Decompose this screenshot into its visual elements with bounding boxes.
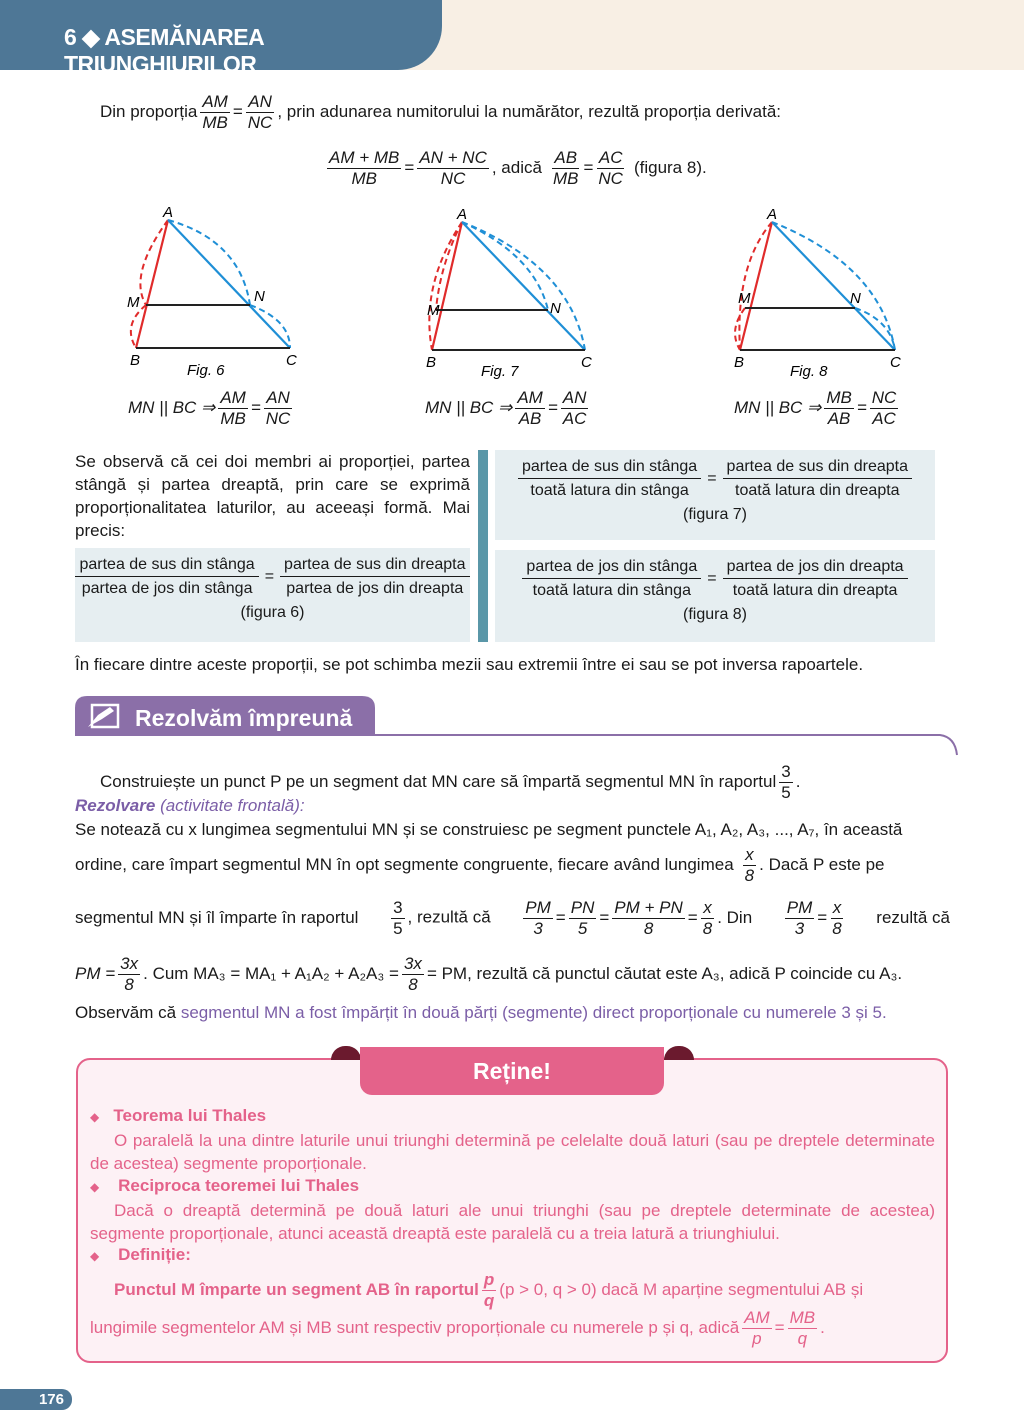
definition-line-2: lungimile segmentelor AM și MB sunt respectiv proporționale cu numerele p și q, adică $\frac{AM}{p}$ = $\frac{MB}{q}$ .: [90, 1308, 825, 1348]
divider-bar: [478, 450, 488, 642]
text: ordine, care împart segmentul MN în opt segmente congruente, fiecare având lungimea: [75, 855, 734, 875]
num: MB: [826, 388, 852, 407]
fraction: [742, 1308, 772, 1348]
solution-line-5: [75, 1003, 887, 1023]
retine-item-1: ◆ Teorema lui Thales O paralelă la una dintre laturile unui triunghi determină pe celelalte două laturi (sau pe dreptele determinate de acestea) segmente proporționale.: [90, 1106, 935, 1173]
proportion-box-fig7: [495, 450, 935, 540]
fraction: [515, 388, 545, 428]
fraction: [779, 762, 792, 802]
den: AB: [827, 408, 851, 428]
item-title: Teorema lui Thales: [113, 1106, 267, 1125]
den: AB: [518, 408, 542, 428]
page-number: 176: [0, 1389, 72, 1410]
num: PN: [570, 898, 595, 917]
num: AM + MB: [329, 148, 400, 167]
den: MB: [351, 168, 377, 188]
box-caption: (figura 6): [240, 604, 305, 621]
num: AM: [517, 388, 543, 407]
fraction: [824, 388, 854, 428]
den: partea de jos din dreapta: [286, 580, 464, 597]
den: toată latura din dreapta: [735, 482, 900, 499]
solution-line-1: Se notează cu x lungimea segmentului MN și se construiesc pe segment punctele A₁, A₂, A₃, ..., A₇, în această: [75, 820, 903, 839]
label-B: B: [426, 354, 437, 371]
num: partea de jos din stânga: [522, 558, 701, 579]
solution-line-3: [75, 898, 950, 938]
den: MB: [202, 112, 228, 132]
label-M: M: [127, 294, 140, 311]
item-text: O paralelă la una dintre laturile unui triunghi determină pe celelalte două laturi (sau pe dreptele determinate de acestea) segmente proporționale.: [90, 1131, 935, 1173]
den: MB: [552, 168, 579, 188]
num: AC: [598, 148, 623, 167]
fig7-formula: MN || BC ⇒ $\frac{AM}{AB}$ = $\frac{AN}{AC}$: [425, 388, 587, 428]
num: partea de sus din dreapta: [723, 458, 912, 479]
problem-statement: Construiește un punct P pe un segment dat MN care să împartă segmentul MN în raportul $\frac{3}{5}$ .: [100, 762, 801, 802]
box-caption: (figura 7): [682, 506, 748, 523]
num: partea de jos din dreapta: [723, 558, 908, 579]
fraction: [561, 388, 589, 428]
figure-caption: Fig. 7: [481, 363, 519, 380]
ribbon-curl-right: [664, 1046, 694, 1060]
den: NC: [247, 112, 273, 132]
fraction: [551, 148, 581, 188]
equation: $\frac{PM}{3}$ = $\frac{x}{8}$: [786, 898, 842, 938]
num: PM + PN: [614, 898, 683, 917]
den: 5: [577, 918, 588, 938]
ribbon-curl-left: [331, 1046, 361, 1060]
label-M: M: [427, 302, 440, 319]
den: MB: [220, 408, 246, 428]
den: 8: [124, 974, 134, 994]
fraction: [785, 898, 815, 938]
retine-item-2: ◆ Reciproca teoremei lui Thales Dacă o dreaptă determină pe două laturi ale unui triunghi (sau pe dreptele determinate de acestea) segmente proporționale, atunci această dreaptă este paralelă cu a treia latură a triunghiului.: [90, 1176, 935, 1243]
solution-mode: (activitate frontală):: [160, 796, 305, 815]
fraction: [391, 898, 404, 938]
fraction: [280, 556, 469, 598]
num: PM: [786, 898, 813, 917]
den: NC: [598, 168, 623, 188]
fig8-formula: MN || BC ⇒ $\frac{MB}{AB}$ = $\frac{NC}{AC}$: [734, 388, 897, 428]
fraction: [701, 898, 714, 938]
text: = PM, rezultă că punctul căutat este A₃, adică P coincide cu A₃.: [426, 964, 903, 984]
label-M: M: [738, 290, 751, 307]
den: partea de jos din stânga: [81, 580, 253, 597]
proportion: partea de sus din stânga toată latura din stânga = partea de sus din dreapta toată latura din dreapta: [495, 458, 935, 500]
text: , prin adunarea numitorului la numărător, rezultă proporția derivată:: [277, 102, 781, 122]
den: 5: [393, 918, 403, 938]
retine-title: Reține!: [360, 1047, 664, 1095]
fraction: [612, 898, 685, 938]
label-A: A: [163, 204, 174, 221]
num: partea de sus din dreapta: [280, 556, 469, 577]
text: MN || BC ⇒: [734, 398, 822, 418]
label-N: N: [254, 288, 265, 305]
solution-label: Rezolvare: [75, 796, 156, 815]
label-N: N: [550, 300, 561, 317]
fraction: [402, 954, 424, 994]
num: AM: [202, 92, 228, 111]
definition-line-1: [114, 1270, 863, 1310]
text: . Din: [717, 908, 753, 928]
fraction: [743, 845, 756, 885]
den: toată latura din dreapta: [732, 582, 898, 599]
den: q: [797, 1328, 808, 1348]
num: x: [703, 898, 712, 917]
den: p: [752, 1328, 762, 1348]
text: . Dacă P este pe: [759, 855, 885, 875]
num: NC: [871, 388, 897, 407]
fraction: [596, 148, 625, 188]
text: , adică: [491, 158, 542, 178]
fraction: [870, 388, 899, 428]
den: AC: [562, 408, 587, 428]
num: x: [745, 845, 754, 864]
intro-line-2: $\frac{AM + MB}{MB}$ = $\frac{AN + NC}{NC}$ , adică $\frac{AB}{MB}$ = $\frac{AC}{NC}$ (figura 8).: [329, 148, 707, 188]
num: PM: [525, 898, 551, 917]
fraction: [518, 458, 701, 500]
den: 8: [744, 865, 755, 885]
num: 3: [393, 898, 403, 917]
solution-heading: [75, 796, 305, 816]
fraction: [327, 148, 401, 188]
num: MB: [789, 1308, 816, 1327]
text: PM =: [75, 964, 116, 984]
text: Punctul M împarte un segment AB în raportul: [114, 1280, 479, 1300]
proportion: partea de sus din stânga partea de jos din stânga = partea de sus din dreapta partea de jos din dreapta: [75, 556, 470, 598]
fraction: [200, 92, 230, 132]
label-B: B: [734, 354, 745, 371]
solution-line-4: [75, 954, 902, 994]
den: 8: [643, 918, 654, 938]
den: NC: [440, 168, 466, 188]
fraction: [417, 148, 489, 188]
num: x: [832, 898, 842, 917]
chapter-title: 6 ◆ ASEMĂNAREA TRIUNGHIURILOR: [0, 0, 442, 70]
fraction: [723, 458, 912, 500]
observation-paragraph: Se observă că cei doi membri ai proporției, partea stângă și partea dreaptă, prin care se exprimă proporționalitatea laturilor, au aceeași formă. Mai precis:: [75, 452, 470, 540]
den: toată latura din stânga: [530, 482, 689, 499]
proportion-box-fig8: [495, 550, 935, 642]
text: segmentul MN și îl împarte în raportul: [75, 908, 359, 928]
item-title: Definiție:: [118, 1245, 191, 1264]
label-B: B: [130, 352, 141, 369]
num: partea de sus din stânga: [518, 458, 701, 479]
num: AN: [266, 388, 290, 407]
fraction: [246, 92, 275, 132]
num: 3: [781, 762, 791, 781]
fraction: [830, 898, 843, 938]
den: 5: [781, 782, 791, 802]
den: 8: [702, 918, 713, 938]
label-C: C: [581, 354, 592, 371]
den: AC: [872, 408, 896, 428]
fraction: [264, 388, 293, 428]
den: 8: [832, 918, 842, 938]
equation: $\frac{PM}{3}$ = $\frac{PN}{5}$ = $\frac{PM + PN}{8}$ = $\frac{x}{8}$ . Din: [525, 898, 753, 938]
label-N: N: [850, 290, 861, 307]
num: AN: [248, 92, 272, 111]
text: (figura 8).: [633, 158, 707, 178]
item-title: Reciproca teoremei lui Thales: [118, 1176, 360, 1195]
box-caption: (figura 8): [682, 606, 748, 623]
num: AM: [744, 1308, 770, 1327]
text: . Cum MA₃ = MA₁ + A₁A₂ + A₂A₃ =: [143, 964, 399, 984]
label-C: C: [890, 354, 901, 371]
den: toată latura din stânga: [532, 582, 691, 599]
text: , rezultă că: [407, 907, 491, 927]
text: MN || BC ⇒: [425, 398, 513, 418]
highlighted-conclusion: segmentul MN a fost împărțit în două părți (segmente) direct proporționale cu numerele 3 și 5.: [180, 1003, 887, 1022]
label-A: A: [457, 206, 468, 223]
section-title: Rezolvăm împreună: [135, 705, 353, 731]
label-C: C: [286, 352, 297, 369]
fraction: [523, 898, 553, 938]
fraction: [569, 898, 597, 938]
fraction: [75, 556, 258, 598]
num: 3x: [403, 954, 422, 973]
fig6-formula: MN || BC ⇒ $\frac{AM}{MB}$ = $\frac{AN}{NC}$: [128, 388, 291, 428]
num: 3x: [120, 954, 139, 973]
figure-8: [734, 206, 901, 380]
intro-line-1: Din proporția $\frac{AM}{MB}$ = $\frac{AN}{NC}$ , prin adunarea numitorului la numărător, rezultă proporția derivată:: [100, 92, 781, 132]
solution-line-2: [75, 845, 885, 885]
text: MN || BC ⇒: [128, 398, 216, 418]
item-text: Dacă o dreaptă determină pe două laturi ale unui triunghi (sau pe dreptele determinate de acestea) segmente proporționale, atunci această dreaptă este paralelă cu a treia latură a triunghiului.: [90, 1201, 935, 1243]
num: AN + NC: [419, 148, 487, 167]
num: AN: [562, 388, 587, 407]
num: p: [483, 1270, 495, 1289]
num: AM: [220, 388, 246, 407]
figure-caption: Fig. 8: [790, 363, 828, 380]
text: rezultă că: [876, 908, 950, 928]
swap-note: În fiecare dintre aceste proporții, se pot schimba mezii sau extremii între ei sau se pot inversa rapoartele.: [75, 655, 864, 674]
text: lungimile segmentelor AM și MB sunt respectiv proporționale cu numerele p și q, adică: [90, 1318, 740, 1338]
num: AB: [554, 148, 578, 167]
fraction: [118, 954, 140, 994]
retine-item-3: ◆ Definiție:: [90, 1245, 191, 1264]
den: q: [483, 1290, 495, 1310]
text: Construiește un punct P pe un segment dat MN care să împartă segmentul MN în raportul: [100, 772, 777, 792]
text: (p > 0, q > 0) dacă M aparține segmentului AB și: [499, 1280, 864, 1300]
figure-caption: Fig. 6: [187, 362, 225, 379]
num: partea de sus din stânga: [75, 556, 258, 577]
text: Din proporția: [100, 102, 198, 122]
fraction: [723, 558, 908, 600]
figure-7: [426, 206, 592, 380]
den: 3: [533, 918, 543, 938]
proportion-box-fig6: [75, 548, 470, 642]
figures-diagram: [0, 195, 1024, 390]
proportion: partea de jos din stânga toată latura din stânga = partea de jos din dreapta toată latura din dreapta: [495, 558, 935, 600]
den: 8: [408, 974, 418, 994]
fraction: [522, 558, 701, 600]
den: 3: [794, 918, 805, 938]
fraction: [218, 388, 248, 428]
text: Observăm că: [75, 1003, 177, 1022]
fraction: [788, 1308, 818, 1348]
label-A: A: [767, 206, 778, 223]
fraction: [482, 1270, 496, 1310]
figure-6: [127, 204, 297, 379]
den: NC: [265, 408, 291, 428]
